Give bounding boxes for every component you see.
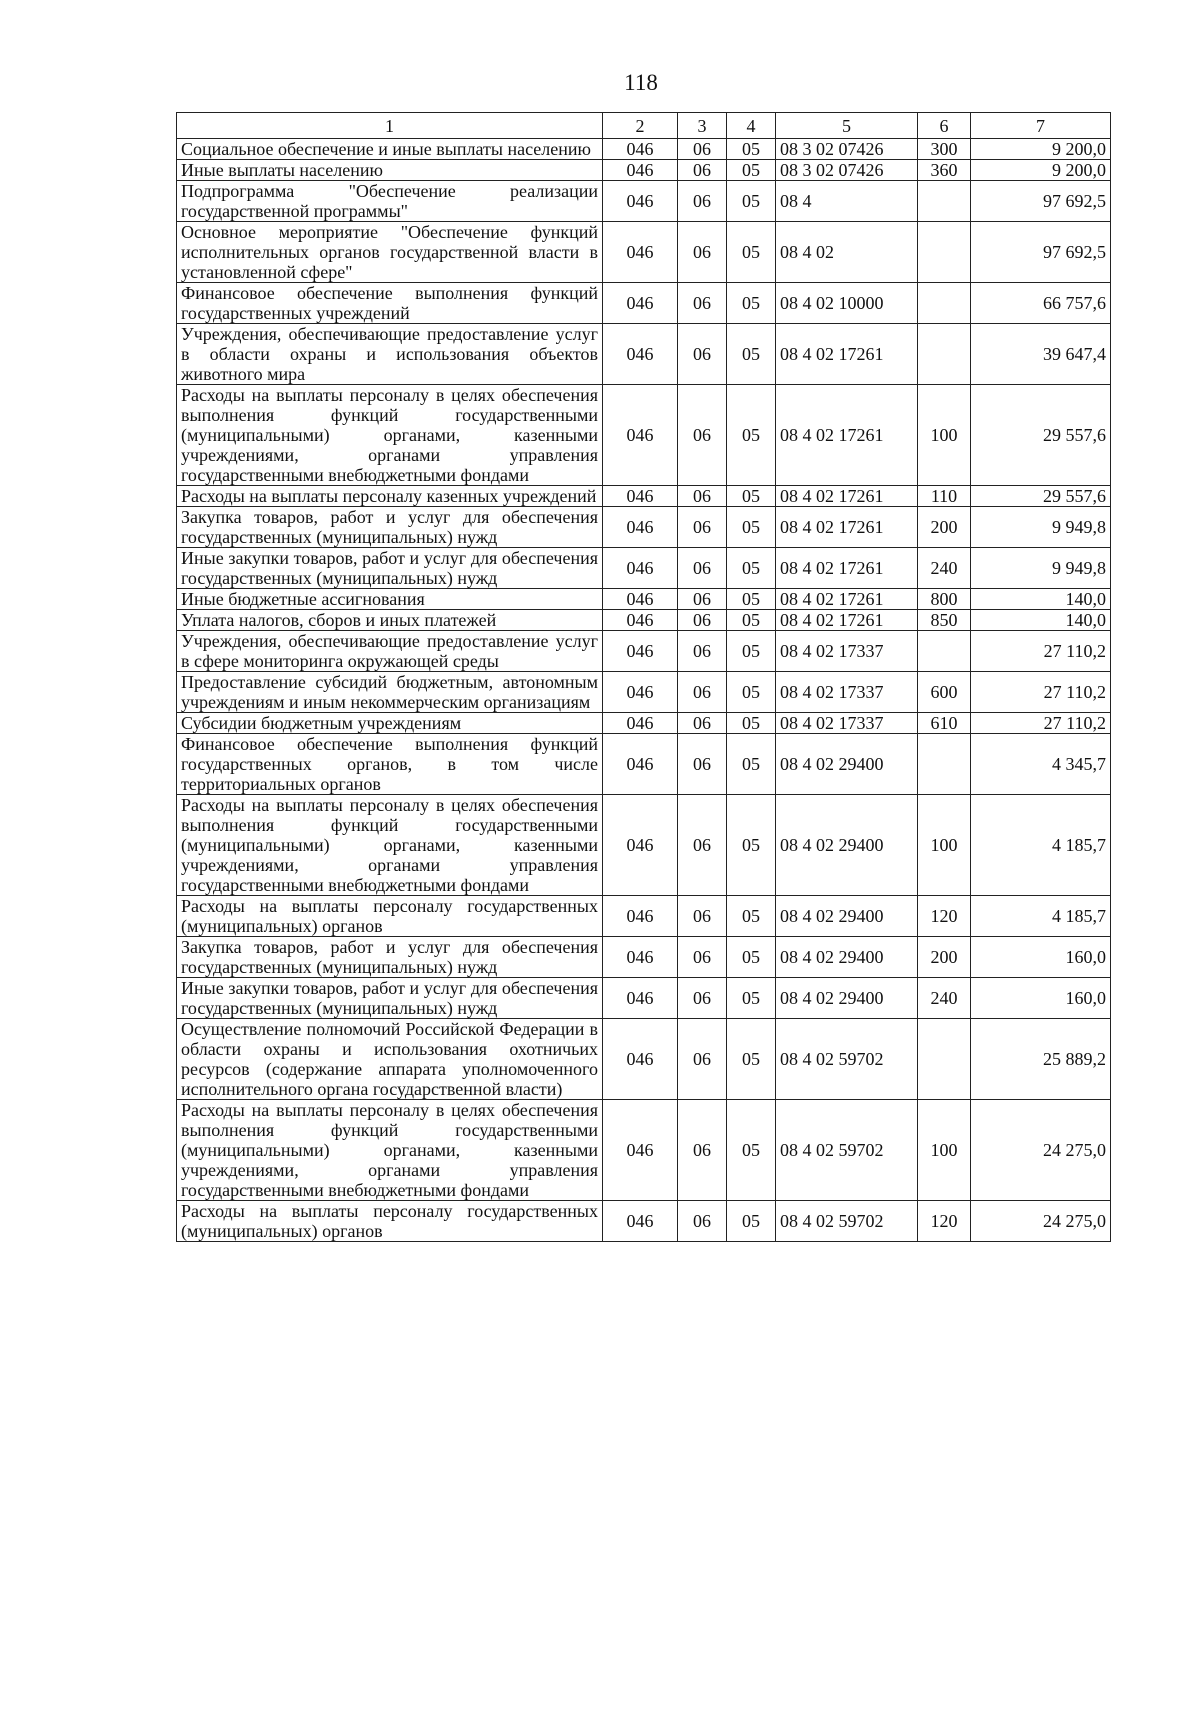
row-col3: 06 — [678, 160, 727, 181]
row-col4: 05 — [727, 222, 776, 283]
row-amount: 27 110,2 — [971, 672, 1111, 713]
row-col6: 110 — [918, 486, 971, 507]
row-amount: 9 200,0 — [971, 139, 1111, 160]
table-row — [177, 978, 1111, 1019]
row-col6 — [918, 283, 971, 324]
row-col2: 046 — [603, 795, 678, 896]
row-col6: 100 — [918, 795, 971, 896]
row-col4: 05 — [727, 896, 776, 937]
row-code: 08 4 02 10000 — [776, 283, 918, 324]
table-row — [177, 507, 1111, 548]
row-col6: 800 — [918, 589, 971, 610]
row-col2: 046 — [603, 160, 678, 181]
row-col3: 06 — [678, 713, 727, 734]
row-code: 08 4 02 29400 — [776, 795, 918, 896]
column-header-1: 1 — [177, 113, 603, 139]
row-col2: 046 — [603, 631, 678, 672]
row-col6: 360 — [918, 160, 971, 181]
row-col4: 05 — [727, 734, 776, 795]
table-row — [177, 1019, 1111, 1100]
row-code: 08 4 02 17337 — [776, 713, 918, 734]
column-header-3: 3 — [678, 113, 727, 139]
row-amount: 4 185,7 — [971, 896, 1111, 937]
row-col3: 06 — [678, 1201, 727, 1242]
row-name: Учреждения, обеспечивающие предоставление услуг в области охраны и использования объектов животного мира — [177, 324, 603, 385]
row-code: 08 4 02 29400 — [776, 896, 918, 937]
row-col3: 06 — [678, 589, 727, 610]
row-name: Закупка товаров, работ и услуг для обеспечения государственных (муниципальных) нужд — [177, 937, 603, 978]
row-amount: 29 557,6 — [971, 486, 1111, 507]
row-col2: 046 — [603, 1100, 678, 1201]
row-col3: 06 — [678, 1019, 727, 1100]
table-row — [177, 734, 1111, 795]
row-name: Иные выплаты населению — [177, 160, 603, 181]
row-col3: 06 — [678, 734, 727, 795]
row-col4: 05 — [727, 181, 776, 222]
row-col6 — [918, 324, 971, 385]
row-amount: 27 110,2 — [971, 631, 1111, 672]
row-col4: 05 — [727, 283, 776, 324]
table-row — [177, 631, 1111, 672]
page-number: 118 — [624, 70, 658, 95]
row-col2: 046 — [603, 324, 678, 385]
row-amount: 160,0 — [971, 937, 1111, 978]
row-amount: 9 949,8 — [971, 507, 1111, 548]
row-amount: 140,0 — [971, 589, 1111, 610]
row-name: Субсидии бюджетным учреждениям — [177, 713, 603, 734]
row-col3: 06 — [678, 139, 727, 160]
row-code: 08 4 — [776, 181, 918, 222]
row-col4: 05 — [727, 610, 776, 631]
row-name: Иные закупки товаров, работ и услуг для обеспечения государственных (муниципальных) нужд — [177, 978, 603, 1019]
row-code: 08 4 02 17261 — [776, 548, 918, 589]
table-row — [177, 937, 1111, 978]
row-col3: 06 — [678, 1100, 727, 1201]
row-name: Предоставление субсидий бюджетным, автономным учреждениям и иным некоммерческим организациям — [177, 672, 603, 713]
row-col3: 06 — [678, 672, 727, 713]
row-col4: 05 — [727, 631, 776, 672]
row-col6: 100 — [918, 1100, 971, 1201]
table-row — [177, 896, 1111, 937]
row-col4: 05 — [727, 139, 776, 160]
row-col6: 240 — [918, 548, 971, 589]
row-col6: 200 — [918, 507, 971, 548]
row-name: Расходы на выплаты персоналу государственных (муниципальных) органов — [177, 896, 603, 937]
table-row — [177, 486, 1111, 507]
row-code: 08 4 02 17261 — [776, 385, 918, 486]
row-col3: 06 — [678, 486, 727, 507]
table-row — [177, 610, 1111, 631]
row-col4: 05 — [727, 486, 776, 507]
row-col4: 05 — [727, 507, 776, 548]
row-amount: 97 692,5 — [971, 181, 1111, 222]
row-col4: 05 — [727, 795, 776, 896]
row-col4: 05 — [727, 713, 776, 734]
row-col6: 300 — [918, 139, 971, 160]
column-header-2: 2 — [603, 113, 678, 139]
row-code: 08 4 02 29400 — [776, 978, 918, 1019]
row-name: Расходы на выплаты персоналу казенных учреждений — [177, 486, 603, 507]
column-header-4: 4 — [727, 113, 776, 139]
table-row — [177, 548, 1111, 589]
row-col3: 06 — [678, 385, 727, 486]
row-name: Уплата налогов, сборов и иных платежей — [177, 610, 603, 631]
row-name: Закупка товаров, работ и услуг для обеспечения государственных (муниципальных) нужд — [177, 507, 603, 548]
row-col3: 06 — [678, 937, 727, 978]
row-code: 08 3 02 07426 — [776, 160, 918, 181]
column-header-5: 5 — [776, 113, 918, 139]
table-row — [177, 283, 1111, 324]
row-col3: 06 — [678, 283, 727, 324]
row-amount: 24 275,0 — [971, 1201, 1111, 1242]
row-code: 08 3 02 07426 — [776, 139, 918, 160]
row-amount: 9 949,8 — [971, 548, 1111, 589]
row-code: 08 4 02 59702 — [776, 1201, 918, 1242]
row-col2: 046 — [603, 139, 678, 160]
row-col6: 850 — [918, 610, 971, 631]
row-code: 08 4 02 59702 — [776, 1019, 918, 1100]
row-col6 — [918, 222, 971, 283]
row-col2: 046 — [603, 1019, 678, 1100]
row-col4: 05 — [727, 672, 776, 713]
row-col4: 05 — [727, 1019, 776, 1100]
row-col4: 05 — [727, 385, 776, 486]
table-row — [177, 1201, 1111, 1242]
row-col2: 046 — [603, 1201, 678, 1242]
row-col6: 100 — [918, 385, 971, 486]
row-col3: 06 — [678, 181, 727, 222]
row-name: Финансовое обеспечение выполнения функций государственных органов, в том числе территориальных органов — [177, 734, 603, 795]
table-row — [177, 385, 1111, 486]
row-col3: 06 — [678, 222, 727, 283]
row-name: Учреждения, обеспечивающие предоставление услуг в сфере мониторинга окружающей среды — [177, 631, 603, 672]
table-row — [177, 713, 1111, 734]
row-amount: 97 692,5 — [971, 222, 1111, 283]
row-amount: 29 557,6 — [971, 385, 1111, 486]
row-col6: 200 — [918, 937, 971, 978]
row-col2: 046 — [603, 507, 678, 548]
row-amount: 9 200,0 — [971, 160, 1111, 181]
row-col6 — [918, 631, 971, 672]
row-code: 08 4 02 29400 — [776, 937, 918, 978]
row-name: Расходы на выплаты персоналу в целях обеспечения выполнения функций государственными (муниципальными) органами, казенными учреждениями, органами управления государственными внебюджетными фондами — [177, 385, 603, 486]
row-col4: 05 — [727, 548, 776, 589]
table-row — [177, 795, 1111, 896]
row-amount: 27 110,2 — [971, 713, 1111, 734]
row-col6 — [918, 1019, 971, 1100]
row-col4: 05 — [727, 937, 776, 978]
row-code: 08 4 02 — [776, 222, 918, 283]
row-amount: 4 185,7 — [971, 795, 1111, 896]
row-col6: 120 — [918, 1201, 971, 1242]
row-col2: 046 — [603, 589, 678, 610]
row-col3: 06 — [678, 896, 727, 937]
row-col4: 05 — [727, 978, 776, 1019]
row-col2: 046 — [603, 672, 678, 713]
row-name: Расходы на выплаты персоналу государственных (муниципальных) органов — [177, 1201, 603, 1242]
row-col4: 05 — [727, 160, 776, 181]
row-code: 08 4 02 17337 — [776, 672, 918, 713]
row-col3: 06 — [678, 631, 727, 672]
row-name: Основное мероприятие "Обеспечение функций исполнительных органов государственной власти в установленной сфере" — [177, 222, 603, 283]
row-col2: 046 — [603, 978, 678, 1019]
row-col2: 046 — [603, 283, 678, 324]
row-col6: 600 — [918, 672, 971, 713]
row-name: Иные бюджетные ассигнования — [177, 589, 603, 610]
column-header-7: 7 — [971, 113, 1111, 139]
row-code: 08 4 02 17261 — [776, 507, 918, 548]
row-col3: 06 — [678, 548, 727, 589]
table-row — [177, 222, 1111, 283]
row-code: 08 4 02 17261 — [776, 589, 918, 610]
table-row — [177, 324, 1111, 385]
row-col3: 06 — [678, 507, 727, 548]
row-col3: 06 — [678, 324, 727, 385]
row-amount: 4 345,7 — [971, 734, 1111, 795]
row-name: Финансовое обеспечение выполнения функций государственных учреждений — [177, 283, 603, 324]
row-name: Расходы на выплаты персоналу в целях обеспечения выполнения функций государственными (муниципальными) органами, казенными учреждениями, органами управления государственными внебюджетными фондами — [177, 1100, 603, 1201]
table-row — [177, 1100, 1111, 1201]
row-amount: 25 889,2 — [971, 1019, 1111, 1100]
row-name: Иные закупки товаров, работ и услуг для обеспечения государственных (муниципальных) нужд — [177, 548, 603, 589]
row-col2: 046 — [603, 610, 678, 631]
row-col2: 046 — [603, 713, 678, 734]
row-col2: 046 — [603, 181, 678, 222]
row-amount: 66 757,6 — [971, 283, 1111, 324]
row-name: Осуществление полномочий Российской Федерации в области охраны и использования охотничьих ресурсов (содержание аппарата уполномоченного исполнительного органа государственной власти) — [177, 1019, 603, 1100]
row-col6 — [918, 734, 971, 795]
row-name: Расходы на выплаты персоналу в целях обеспечения выполнения функций государственными (муниципальными) органами, казенными учреждениями, органами управления государственными внебюджетными фондами — [177, 795, 603, 896]
row-col6: 610 — [918, 713, 971, 734]
row-col2: 046 — [603, 937, 678, 978]
row-col4: 05 — [727, 1100, 776, 1201]
row-col2: 046 — [603, 385, 678, 486]
row-code: 08 4 02 59702 — [776, 1100, 918, 1201]
row-col6: 240 — [918, 978, 971, 1019]
row-name: Социальное обеспечение и иные выплаты населению — [177, 139, 603, 160]
column-header-6: 6 — [918, 113, 971, 139]
row-col2: 046 — [603, 896, 678, 937]
row-amount: 160,0 — [971, 978, 1111, 1019]
row-col4: 05 — [727, 1201, 776, 1242]
row-col4: 05 — [727, 324, 776, 385]
table-row — [177, 139, 1111, 160]
row-col2: 046 — [603, 486, 678, 507]
table-header-row — [177, 113, 1111, 139]
row-col2: 046 — [603, 222, 678, 283]
row-col2: 046 — [603, 734, 678, 795]
row-col2: 046 — [603, 548, 678, 589]
table-row — [177, 672, 1111, 713]
row-col6 — [918, 181, 971, 222]
row-col6: 120 — [918, 896, 971, 937]
budget-table — [176, 112, 1111, 1242]
row-col3: 06 — [678, 978, 727, 1019]
row-col3: 06 — [678, 610, 727, 631]
row-code: 08 4 02 17261 — [776, 324, 918, 385]
row-amount: 39 647,4 — [971, 324, 1111, 385]
table-row — [177, 160, 1111, 181]
row-code: 08 4 02 29400 — [776, 734, 918, 795]
row-code: 08 4 02 17337 — [776, 631, 918, 672]
table-row — [177, 181, 1111, 222]
row-code: 08 4 02 17261 — [776, 486, 918, 507]
row-name: Подпрограмма "Обеспечение реализации государственной программы" — [177, 181, 603, 222]
row-code: 08 4 02 17261 — [776, 610, 918, 631]
table-row — [177, 589, 1111, 610]
row-col4: 05 — [727, 589, 776, 610]
row-amount: 140,0 — [971, 610, 1111, 631]
row-col3: 06 — [678, 795, 727, 896]
row-amount: 24 275,0 — [971, 1100, 1111, 1201]
